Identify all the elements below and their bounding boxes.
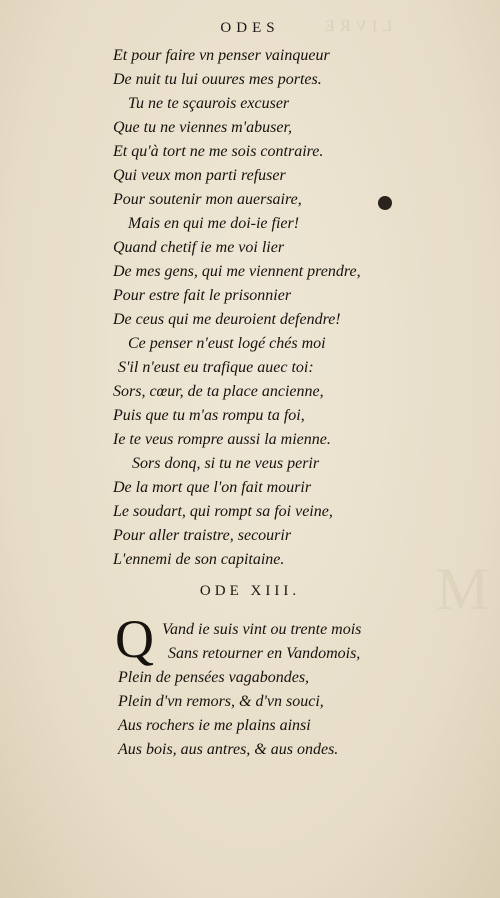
verse-line: Tu ne te sçaurois excuser [128,95,290,112]
verse-line: Vand ie suis vint ou trente mois [162,621,362,638]
ink-blot [378,196,392,210]
verse-line: Pour estre fait le prisonnier [113,287,292,304]
verse-line: Sans retourner en Vandomois, [168,645,361,662]
verse-line: Plein d'vn remors, & d'vn souci, [118,693,324,710]
drop-cap: Q [115,609,154,669]
verse-line: Ie te veus rompre aussi la mienne. [113,431,331,448]
show-through-mark: M [436,556,490,622]
verse-line: De ceus qui me deuroient defendre! [113,311,341,328]
verse-line: Le soudart, qui rompt sa foi veine, [113,503,333,520]
verse-line: Et qu'à tort ne me sois contraire. [113,143,324,160]
show-through-text: LIVRE [320,18,393,35]
verse-line: Aus bois, aus antres, & aus ondes. [118,741,339,758]
verse-line: Plein de pensées vagabondes, [118,669,310,686]
verse-line: Sors donq, si tu ne veus perir [132,455,320,472]
verse-line: S'il n'eust eu trafique auec toi: [118,359,314,376]
verse-line: De mes gens, qui me viennent prendre, [113,263,361,280]
verse-line: Pour aller traistre, secourir [113,527,292,544]
verse-line: Sors, cœur, de ta place ancienne, [113,383,324,400]
ode-title: ODE XIII. [199,583,301,599]
verse-line: Qui veux mon parti refuser [113,167,286,184]
verse-line: Aus rochers ie me plains ainsi [118,717,311,734]
verse-line: Quand chetif ie me voi lier [113,239,285,256]
verse-line: L'ennemi de son capitaine. [113,551,285,568]
verse-line: Mais en qui me doi-ie fier! [128,215,300,232]
verse-line: De la mort que l'on fait mourir [113,479,312,496]
verse-line: Que tu ne viennes m'abuser, [113,119,292,136]
verse-line: Puis que tu m'as rompu ta foi, [113,407,305,424]
verse-line: Et pour faire vn penser vainqueur [113,47,330,64]
verse-line: Ce penser n'eust logé chés moi [128,335,326,352]
verse-line: De nuit tu lui ouures mes portes. [113,71,322,88]
running-title: ODES [220,20,280,36]
verse-line: Pour soutenir mon auersaire, [113,191,302,208]
